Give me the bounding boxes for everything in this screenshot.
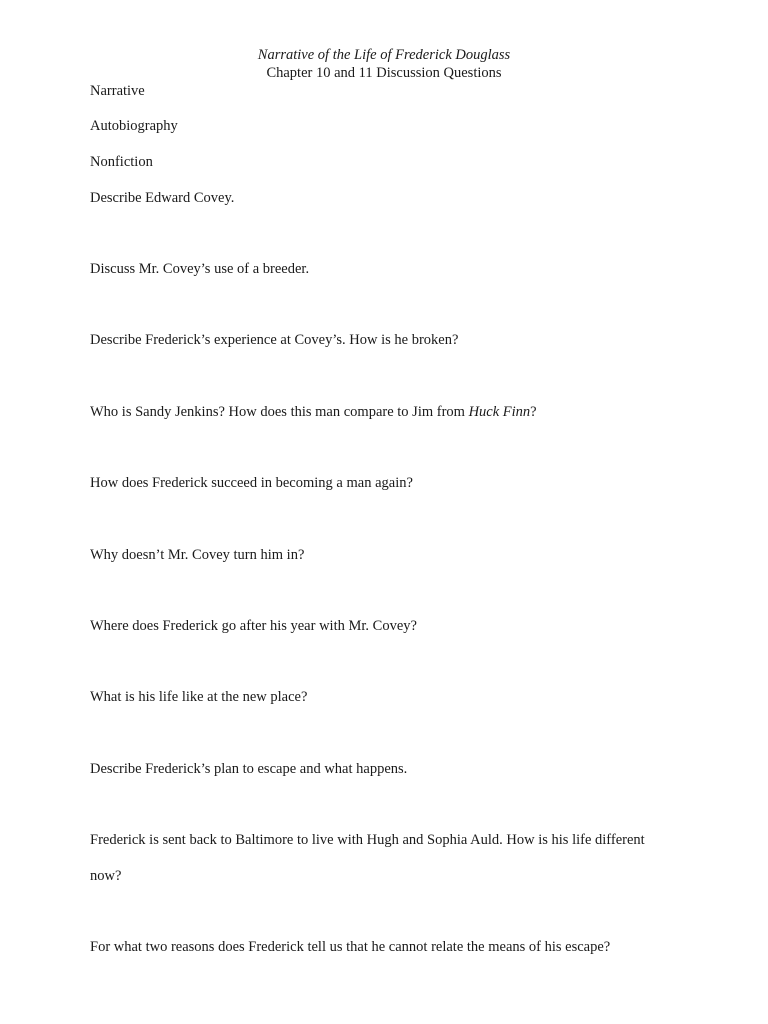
question-6: Why doesn’t Mr. Covey turn him in? — [90, 547, 305, 563]
question-10-line-1: Frederick is sent back to Baltimore to live with Hugh and Sophia Auld. How is his life different — [90, 832, 645, 848]
question-10-line-2: now? — [90, 868, 122, 884]
term-autobiography: Autobiography — [90, 118, 178, 134]
question-11: For what two reasons does Frederick tell us that he cannot relate the means of his escape? — [90, 939, 611, 955]
question-9: Describe Frederick’s plan to escape and what happens. — [90, 761, 408, 777]
question-4-end: ? — [530, 404, 537, 420]
document-subtitle: Chapter 10 and 11 Discussion Questions — [266, 65, 502, 81]
question-4-text: Who is Sandy Jenkins? How does this man compare to Jim from — [90, 404, 469, 420]
question-3: Describe Frederick’s experience at Covey’s. How is he broken? — [90, 332, 459, 348]
term-narrative: Narrative — [90, 83, 145, 99]
question-7: Where does Frederick go after his year with Mr. Covey? — [90, 618, 417, 634]
document-title: Narrative of the Life of Frederick Douglass — [257, 47, 511, 63]
question-8: What is his life like at the new place? — [90, 689, 308, 705]
question-2: Discuss Mr. Covey’s use of a breeder. — [90, 261, 310, 277]
question-4 — [90, 403, 537, 421]
question-1: Describe Edward Covey. — [90, 190, 235, 206]
question-5: How does Frederick succeed in becoming a man again? — [90, 475, 413, 491]
question-4-book-title: Huck Finn — [468, 404, 531, 420]
term-nonfiction: Nonfiction — [90, 154, 153, 170]
